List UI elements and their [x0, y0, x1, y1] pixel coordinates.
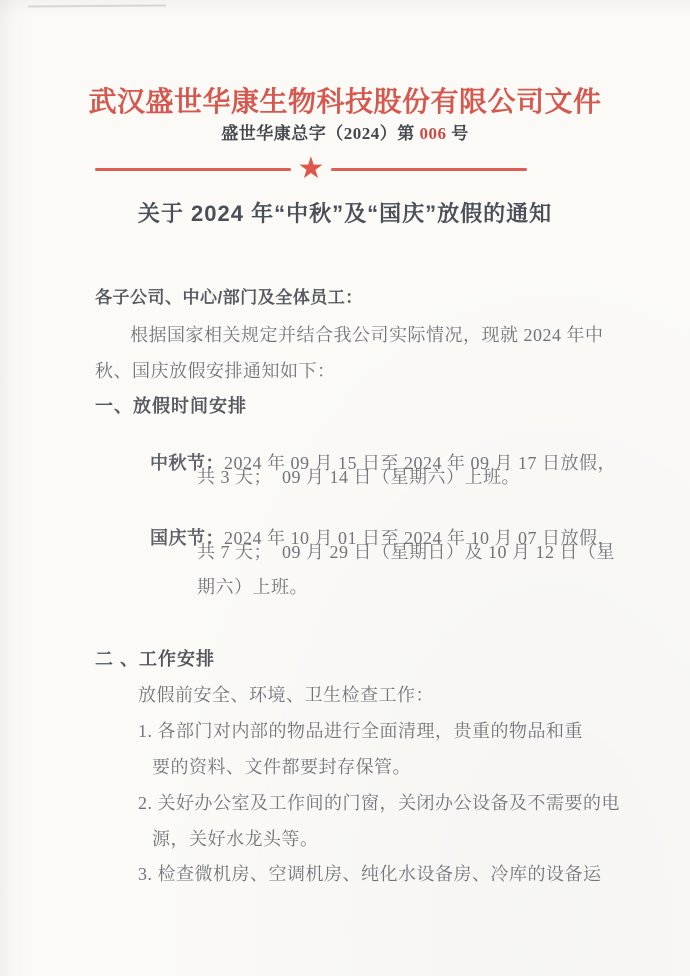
divider-line-left — [95, 168, 291, 171]
divider-line-right — [331, 168, 527, 171]
national-day-line: 共 7 天； 09 月 29 日（星期日）及 10 月 12 日（星 — [197, 542, 615, 562]
work-intro-line: 放假前安全、环境、卫生检查工作： — [138, 685, 434, 705]
notice-title: 关于 2024 年“中秋”及“国庆”放假的通知 — [137, 201, 553, 226]
national-day-label: 国庆节： — [150, 528, 224, 548]
intro-line: 秋、国庆放假安排通知如下： — [95, 361, 336, 381]
star-icon: ★ — [297, 151, 325, 186]
doc-number-value: 006 — [419, 124, 447, 143]
section-heading-holiday: 一、放假时间安排 — [95, 396, 247, 416]
work-item-line: 1. 各部门对内部的物品进行全面清理，贵重的物品和重 — [138, 721, 583, 741]
work-item-line: 3. 检查微机房、空调机房、纯化水设备房、冷库的设备运 — [138, 864, 602, 884]
scan-artifact-line — [28, 5, 166, 8]
mid-autumn-label: 中秋节： — [150, 453, 224, 473]
mid-autumn-line: 共 3 天； 09 月 14 日（星期六）上班。 — [197, 467, 520, 487]
mid-autumn-dates: 2024 年 09 月 15 日至 2024 年 09 月 17 日放假， — [224, 453, 616, 473]
intro-line: 根据国家相关规定并结合我公司实际情况，现就 2024 年中 — [130, 325, 604, 345]
national-day-line: 期六）上班。 — [197, 577, 308, 597]
doc-number-suffix: 号 — [446, 124, 469, 143]
national-day-dates: 2024 年 10 月 01 日至 2024 年 10 月 07 日放假， — [224, 528, 616, 548]
work-item-line: 要的资料、文件都要封存保管。 — [152, 757, 411, 777]
doc-number — [0, 119, 690, 144]
header-divider — [95, 151, 527, 186]
company-title: 武汉盛世华康生物科技股份有限公司文件 — [88, 87, 602, 118]
salutation: 各子公司、中心/部门及全体员工： — [95, 288, 363, 307]
section-heading-work: 二 、工作安排 — [95, 649, 216, 669]
work-item-line: 源，关好水龙头等。 — [152, 829, 319, 849]
work-item-line: 2. 关好办公室及工作间的门窗，关闭办公设备及不需要的电 — [138, 793, 620, 813]
doc-number-prefix: 盛世华康总字（2024）第 — [221, 124, 420, 143]
